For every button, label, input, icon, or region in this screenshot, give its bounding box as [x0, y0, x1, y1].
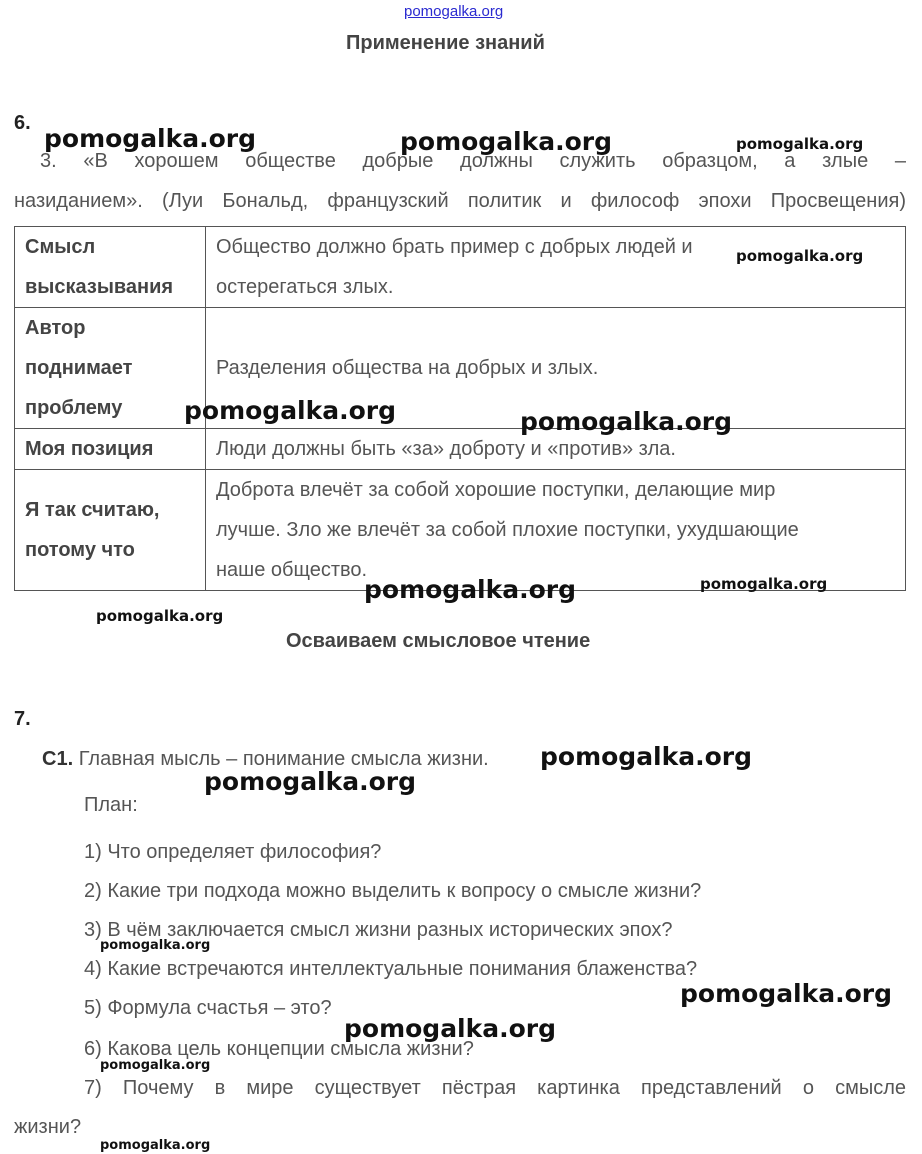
table-key-cell [15, 308, 206, 429]
site-link[interactable]: pomogalka.org [404, 3, 504, 20]
table-value-line: остерегаться злых. [216, 276, 394, 298]
table-key-line: поднимает [25, 357, 133, 379]
table-row [15, 470, 906, 591]
table-key-cell [15, 227, 206, 308]
quote-line-1: 3. «В хорошем обществе добрые должны служить образцом, а злые – [40, 150, 906, 172]
table-key-line: потому что [25, 539, 135, 561]
watermark: pomogalka.org [364, 575, 577, 604]
table-row [15, 227, 906, 308]
plan-label: План: [84, 794, 138, 816]
quote-line-2: назиданием». (Луи Бональд, французский политик и философ эпохи Просвещения) [14, 190, 906, 212]
table-row [15, 308, 906, 429]
plan-item: 2) Какие три подхода можно выделить к вопросу о смысле жизни? [84, 880, 702, 902]
table-key-line: Смысл [25, 236, 96, 258]
table-key-line: Моя позиция [25, 438, 154, 460]
watermark: pomogalka.org [204, 767, 417, 796]
plan-item: 5) Формула счастья – это? [84, 997, 332, 1019]
table-value-cell [206, 470, 906, 591]
plan-item: 4) Какие встречаются интеллектуальные понимания блаженства? [84, 958, 698, 980]
table-key-line: Я так считаю, [25, 499, 160, 521]
task-number-6: 6. [14, 112, 31, 134]
task-number-7: 7. [14, 708, 31, 730]
table-key-line: Автор [25, 317, 86, 339]
watermark: pomogalka.org [100, 1058, 211, 1073]
table-value-line: наше общество. [216, 559, 368, 581]
watermark: pomogalka.org [540, 742, 753, 771]
watermark: pomogalka.org [700, 575, 828, 593]
table-value-line: Разделения общества на добрых и злых. [216, 357, 599, 379]
table-value-line: Люди должны быть «за» доброту и «против» зла. [216, 438, 676, 460]
plan-item: 6) Какова цель концепции смысла жизни? [84, 1038, 474, 1060]
section-title-applying-knowledge: Применение знаний [346, 32, 545, 54]
c1-text: Главная мысль – понимание смысла жизни. [78, 748, 489, 770]
watermark: pomogalka.org [400, 127, 613, 156]
table-key-line: проблему [25, 397, 123, 419]
table-value-line: Доброта влечёт за собой хорошие поступки, делающие мир [216, 479, 776, 501]
plan-item: 3) В чём заключается смысл жизни разных исторических эпох? [84, 919, 673, 941]
table-value-cell [206, 227, 906, 308]
watermark: pomogalka.org [100, 938, 211, 953]
table-value-line: Общество должно брать пример с добрых людей и [216, 236, 693, 258]
opinion-table [14, 226, 906, 591]
watermark: pomogalka.org [184, 396, 397, 425]
watermark: pomogalka.org [736, 135, 864, 153]
watermark: pomogalka.org [520, 407, 733, 436]
plan-item: 1) Что определяет философия? [84, 841, 382, 863]
table-value-line: лучше. Зло же влечёт за собой плохие поступки, ухудшающие [216, 519, 799, 541]
watermark: pomogalka.org [680, 979, 893, 1008]
table-key-cell [15, 429, 206, 470]
c1-label: С1. [42, 748, 74, 770]
table-key-line: высказывания [25, 276, 174, 298]
section-title-semantic-reading: Осваиваем смысловое чтение [286, 630, 591, 652]
watermark: pomogalka.org [736, 247, 864, 265]
watermark: pomogalka.org [96, 607, 224, 625]
watermark: pomogalka.org [44, 124, 257, 153]
watermark: pomogalka.org [100, 1138, 211, 1153]
table-key-cell [15, 470, 206, 591]
watermark: pomogalka.org [344, 1014, 557, 1043]
plan-item-7-line-2: жизни? [14, 1116, 82, 1138]
plan-item-7-line-1: 7) Почему в мире существует пёстрая картинка представлений о смысле [84, 1077, 906, 1099]
table-row [15, 429, 906, 470]
